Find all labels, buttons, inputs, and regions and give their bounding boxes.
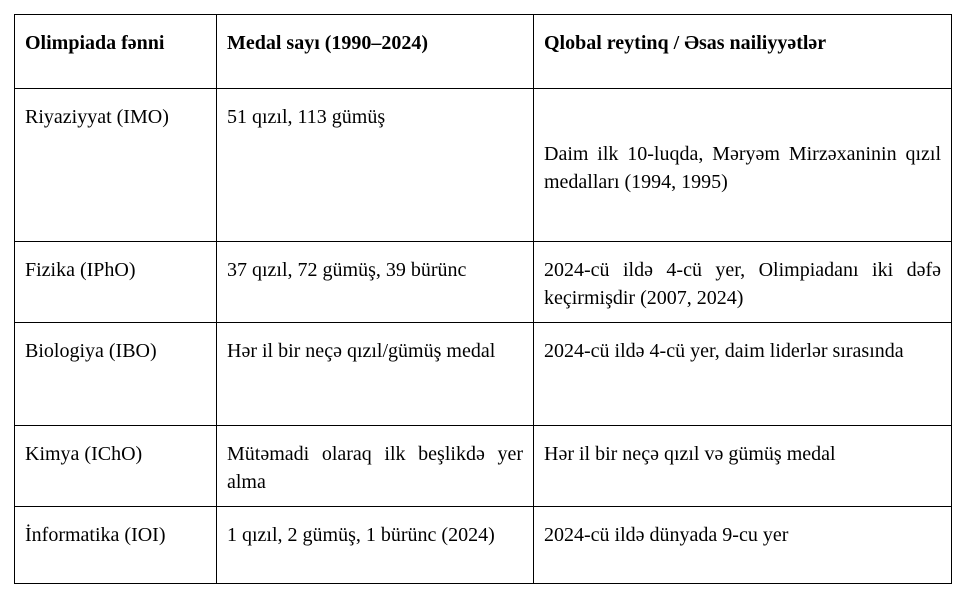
table-row [15, 89, 952, 242]
cell-achievements: 2024-cü ildə dünyada 9-cu yer [534, 507, 952, 584]
header-row [15, 15, 952, 89]
table-body [15, 89, 952, 584]
table-header [15, 15, 952, 89]
cell-medals: 37 qızıl, 72 gümüş, 39 bürünc [217, 242, 534, 323]
table-row [15, 323, 952, 426]
cell-medals: Hər il bir neçə qızıl/gümüş medal [217, 323, 534, 426]
table-row [15, 507, 952, 584]
cell-subject: Biologiya (IBO) [15, 323, 217, 426]
cell-achievements: 2024-cü ildə 4-cü yer, daim liderlər sırasında [534, 323, 952, 426]
olympiad-results-table [14, 14, 952, 584]
cell-subject: Kimya (IChO) [15, 426, 217, 507]
cell-achievements: Hər il bir neçə qızıl və gümüş medal [534, 426, 952, 507]
cell-subject: Fizika (IPhO) [15, 242, 217, 323]
header-achievements: Qlobal reytinq / Əsas nailiyyətlər [534, 15, 952, 89]
cell-achievements-text: Daim ilk 10-luqda, Məryəm Mirzəxaninin qızıl medalları (1994, 1995) [544, 143, 941, 193]
cell-achievements: 2024-cü ildə 4-cü yer, Olimpiadanı iki dəfə keçirmişdir (2007, 2024) [534, 242, 952, 323]
cell-medals: Mütəmadi olaraq ilk beşlikdə yer alma [217, 426, 534, 507]
cell-medals: 51 qızıl, 113 gümüş [217, 89, 534, 242]
cell-subject: İnformatika (IOI) [15, 507, 217, 584]
header-subject: Olimpiada fənni [15, 15, 217, 89]
table-row [15, 426, 952, 507]
cell-achievements [534, 89, 952, 242]
table-row [15, 242, 952, 323]
cell-subject: Riyaziyyat (IMO) [15, 89, 217, 242]
cell-medals: 1 qızıl, 2 gümüş, 1 bürünc (2024) [217, 507, 534, 584]
header-medals: Medal sayı (1990–2024) [217, 15, 534, 89]
